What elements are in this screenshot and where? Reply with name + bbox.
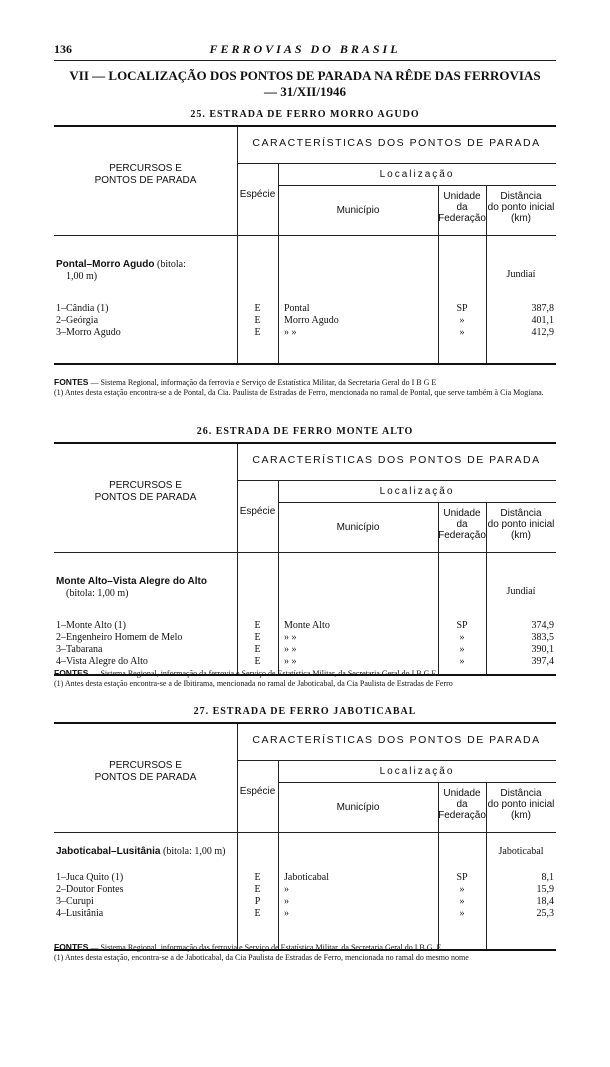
station-municipio: » » [284,632,297,643]
station-uf: » [459,656,465,667]
header-unidade: da [456,519,468,530]
characteristics-rule [237,760,556,761]
station-distance: 401,1 [531,315,554,326]
localization-rule [278,782,556,783]
column-rule [278,760,279,949]
header-distancia: (km) [511,530,531,541]
station-distance: 397,4 [531,656,554,667]
route-group-gauge: (bitola: [154,259,186,270]
distance-origin: Jaboticabal [498,846,544,857]
station-especie: E [254,884,261,895]
station-municipio: » [284,884,289,895]
station-name: 3–Tabarana [56,644,103,655]
header-caracteristicas: CARACTERÍSTICAS DOS PONTOS DE PARADA [252,454,541,466]
header-municipio: Município [336,205,380,216]
data-table [54,125,556,365]
page-number: 136 [54,42,72,56]
characteristics-rule [237,480,556,481]
table-section [54,705,556,962]
distance-origin: Jundiaí [506,269,536,280]
route-group-label [56,259,186,271]
station-uf: SP [456,303,468,314]
header-localizacao: Localização [379,169,455,180]
header-unidade: Unidade [443,508,481,519]
footnote: (1) Antes desta estação encontra-se a de Pontal, da Cia. Paulista de Estradas de Ferro, mencionada no ramal de Pontal, que serve também à Cia Mogiana. [54,388,544,397]
route-group-label [56,576,207,588]
header-pontos-de-parada: PONTOS DE PARADA [94,772,197,783]
station-municipio: Jaboticabal [284,872,329,883]
station-uf: » [459,644,465,655]
header-distancia: Distância [500,788,542,799]
sources-label: FONTES [54,377,89,387]
header-unidade: Federação [438,530,486,541]
header-rule [54,60,556,61]
station-especie: P [254,896,261,907]
header-pontos-de-parada: PONTOS DE PARADA [94,175,197,186]
header-especie: Espécie [239,189,276,200]
station-name: 3–Curupi [56,896,94,907]
table-section [54,425,556,688]
station-uf: » [459,884,465,895]
title-line-2: — 31/XII/1946 [264,84,346,99]
data-table [54,722,556,951]
sources-line [54,668,556,679]
sources-line [54,377,556,388]
station-distance: 390,1 [531,644,554,655]
header-distancia: (km) [511,810,531,821]
sources-label: FONTES [54,942,89,952]
station-distance: 8,1 [541,872,554,883]
header-distancia: do ponto inicial [487,202,555,213]
header-distancia: do ponto inicial [487,799,555,810]
sources-note [54,668,556,689]
section-title: 25. ESTRADA DE FERRO MORRO AGUDO [190,109,420,120]
station-especie: E [254,620,261,631]
route-group-gauge-line: 1,00 m) [66,271,98,282]
sources-line [54,942,556,953]
station-uf: SP [456,872,468,883]
station-name: 2–Geórgia [56,315,99,326]
station-especie: E [254,632,261,643]
station-name: 1–Cândia (1) [56,303,109,314]
station-uf: » [459,315,465,326]
header-especie: Espécie [239,786,276,797]
header-caracteristicas: CARACTERÍSTICAS DOS PONTOS DE PARADA [252,734,541,746]
header-especie: Espécie [239,506,276,517]
station-municipio: » [284,908,289,919]
station-municipio: » » [284,327,297,338]
footnote: (1) Antes desta estação encontra-se a de Ibitirama, mencionada no ramal de Jaboticabal, da Cia Paulista de Estradas de Ferro [54,679,453,688]
station-uf: » [459,327,465,338]
header-bottom-rule [54,832,556,833]
station-municipio: » » [284,656,297,667]
header-caracteristicas: CARACTERÍSTICAS DOS PONTOS DE PARADA [252,137,541,149]
sources-text: — Sistema Regional, informação da ferrovia e Serviço de Estatística Militar, da Secretaria Geral do I B G E [88,669,437,678]
station-name: 1–Monte Alto (1) [56,620,126,631]
column-rule [278,163,279,363]
sources-text: — Sistema Regional, informação das ferrovia e Serviço de Estatística Militar, da Secretaria Geral do I B G. E [88,943,442,952]
header-unidade: da [456,799,468,810]
page-title [54,68,556,100]
running-title: FERROVIAS DO BRASIL [209,42,401,56]
header-unidade: Unidade [443,788,481,799]
header-distancia: do ponto inicial [487,519,555,530]
page-header [54,42,556,58]
sources-note [54,942,556,963]
station-especie: E [254,908,261,919]
station-name: 2–Doutor Fontes [56,884,124,895]
station-municipio: » » [284,644,297,655]
station-distance: 18,4 [536,896,554,907]
sources-text: — Sistema Regional, informação da ferrovia e Serviço de Estatística Militar, da Secretaria Geral do I B G E [88,378,437,387]
station-especie: E [254,656,261,667]
station-distance: 25,3 [536,908,554,919]
station-especie: E [254,303,261,314]
station-especie: E [254,872,261,883]
sources-note [54,377,556,398]
header-unidade: Federação [438,810,486,821]
title-line-1: VII — LOCALIZAÇÃO DOS PONTOS DE PARADA NA RÊDE DAS FERROVIAS [69,68,541,83]
header-distancia: (km) [511,213,531,224]
station-distance: 383,5 [531,632,554,643]
station-uf: » [459,632,465,643]
footnote: (1) Antes desta estação, encontra-se a de Jaboticabal, da Cia Paulista de Estradas de Ferro, mencionada no ramal do mesmo nome [54,953,469,962]
section-title: 26. ESTRADA DE FERRO MONTE ALTO [196,426,414,437]
station-uf: » [459,896,465,907]
station-uf: SP [456,620,468,631]
header-localizacao: Localização [379,766,455,777]
localization-rule [278,185,556,186]
station-especie: E [254,315,261,326]
header-pontos-de-parada: PONTOS DE PARADA [94,492,197,503]
header-unidade: da [456,202,468,213]
station-especie: E [254,327,261,338]
header-unidade: Unidade [443,191,481,202]
header-percursos: PERCURSOS E [109,480,182,491]
distance-origin: Jundiaí [506,586,536,597]
station-municipio: Monte Alto [284,620,330,631]
station-distance: 374,9 [531,620,554,631]
header-municipio: Município [336,802,380,813]
station-especie: E [254,644,261,655]
route-group-name: Jaboticabal–Lusitânia [56,846,161,857]
header-unidade: Federação [438,213,486,224]
data-table [54,442,556,676]
header-bottom-rule [54,552,556,553]
header-localizacao: Localização [379,486,455,497]
route-group-name: Pontal–Morro Agudo [56,259,155,270]
station-distance: 412,9 [531,327,554,338]
sources-label: FONTES [54,668,89,678]
station-uf: » [459,908,465,919]
route-group-gauge-line: (bitola: 1,00 m) [66,588,129,599]
section-title: 27. ESTRADA DE FERRO JABOTICABAL [193,706,417,717]
localization-rule [278,502,556,503]
route-group-name: Monte Alto–Vista Alegre do Alto [56,576,207,587]
header-distancia: Distância [500,191,542,202]
header-bottom-rule [54,235,556,236]
header-distancia: Distância [500,508,542,519]
station-municipio: » [284,896,289,907]
station-distance: 15,9 [536,884,554,895]
table-section [54,108,556,397]
header-percursos: PERCURSOS E [109,163,182,174]
station-municipio: Pontal [284,303,310,314]
station-name: 4–Lusitânia [56,908,104,919]
station-distance: 387,8 [531,303,554,314]
station-name: 3–Morro Agudo [56,327,121,338]
column-rule [278,480,279,674]
station-municipio: Morro Agudo [284,315,339,326]
route-group-label [56,846,225,858]
station-name: 1–Juca Quito (1) [56,872,124,883]
station-name: 4–Vista Alegre do Alto [56,656,148,667]
route-group-gauge: (bitola: 1,00 m) [160,846,226,857]
header-municipio: Município [336,522,380,533]
station-name: 2–Engenheiro Homem de Melo [56,632,183,643]
characteristics-rule [237,163,556,164]
header-percursos: PERCURSOS E [109,760,182,771]
